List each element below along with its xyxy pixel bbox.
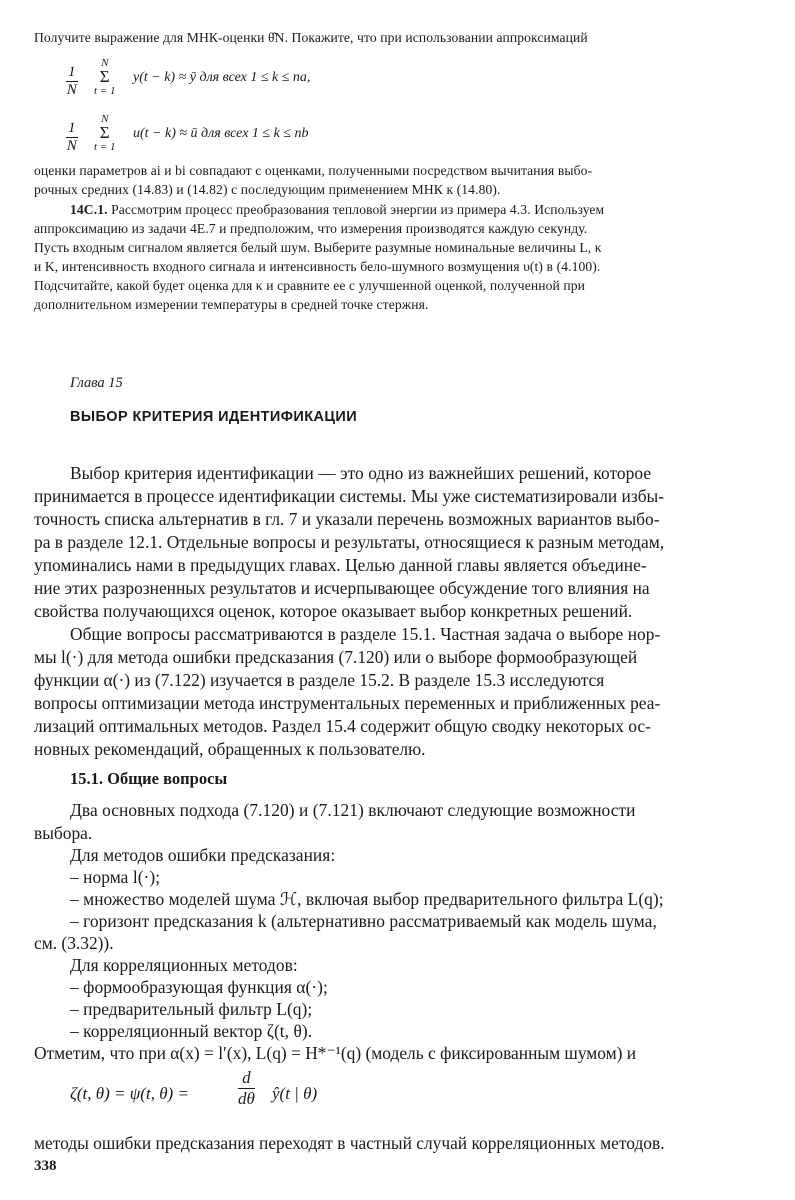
paragraph-line: Выбор критерия идентификации — это одно из важнейших решений, которое (70, 463, 652, 483)
exercise-label: 14C.1. (70, 202, 108, 217)
paragraph-line: точность списка альтернатив в гл. 7 и указали перечень возможных вариантов выбо- (34, 509, 660, 529)
exercise-line: оценки параметров ai и bi совпадают с оценками, полученными посредством вычитания выбо- (34, 163, 593, 178)
derivative-fraction: $\frac{d}{d\theta}$ (238, 1068, 255, 1108)
fraction-1-over-n: $\frac{1}{N}$ (66, 64, 77, 98)
equation-y: y(t − k) ≈ ȳ для всех 1 ≤ k ≤ na, (133, 70, 311, 85)
paragraph-line: ра в разделе 12.1. Отдельные вопросы и результаты, относящиеся к разным методам, (34, 532, 665, 552)
formula-left: ζ(t, θ) = ψ(t, θ) = (70, 1084, 189, 1103)
exercise-14c1-line: 14C.1. Рассмотрим процесс преобразования тепловой энергии из примера 4.3. Используем (70, 202, 605, 217)
paragraph-line: свойства получающихся оценок, которое оказывает выбор конкретных решений. (34, 601, 633, 621)
paragraph-line: упоминались нами в предыдущих главах. Целью данной главы является объедине- (34, 555, 647, 575)
list-heading: Для корреляционных методов: (70, 955, 298, 975)
paragraph-line: методы ошибки предсказания переходят в частный случай корреляционных методов. (34, 1133, 665, 1153)
exercise-line: Получите выражение для МНК-оценки θ̂N. Покажите, что при использовании аппроксимаций (34, 30, 588, 45)
page-number: 338 (34, 1158, 57, 1174)
list-item: – норма l(·); (70, 867, 161, 887)
chapter-title: ВЫБОР КРИТЕРИЯ ИДЕНТИФИКАЦИИ (70, 409, 358, 425)
paragraph-line: вопросы оптимизации метода инструментальных переменных и приближенных реа- (34, 693, 661, 713)
formula-right: ŷ(t | θ) (272, 1084, 318, 1103)
exercise-14c1-line: Подсчитайте, какой будет оценка для κ и сравните ее с улучшенной оценкой, полученной при (34, 278, 586, 293)
exercise-14c1-line: Пусть входным сигналом является белый шум. Выберите разумные номинальные величины L, κ (34, 240, 602, 255)
sum-symbol: N Σ t = 1 (94, 57, 116, 97)
list-item: – предварительный фильтр L(q); (70, 999, 313, 1019)
list-item: – формообразующая функция α(·); (70, 977, 328, 997)
exercise-14c1-line: дополнительном измерении температуры в средней точке стержня. (34, 297, 429, 312)
list-item: – множество моделей шума ℋ, включая выбор предварительного фильтра L(q); (70, 889, 664, 909)
list-heading: Для методов ошибки предсказания: (70, 845, 336, 865)
paragraph-line: выбора. (34, 823, 93, 843)
equation-u: u(t − k) ≈ ū для всех 1 ≤ k ≤ nb (133, 126, 309, 141)
exercise-14c1-line: и K, интенсивность входного сигнала и интенсивность бело-шумного возмущения υ(t) в (4.100). (34, 259, 601, 274)
paragraph-line: Отметим, что при α(x) = l′(x), L(q) = H*⁻¹(q) (модель с фиксированным шумом) и (34, 1043, 637, 1063)
list-item: – корреляционный вектор ζ(t, θ). (70, 1021, 313, 1041)
sum-symbol: N Σ t = 1 (94, 113, 116, 153)
paragraph-line: Общие вопросы рассматриваются в разделе 15.1. Частная задача о выборе нор- (70, 624, 661, 644)
section-title: 15.1. Общие вопросы (70, 769, 228, 788)
paragraph-line: принимается в процессе идентификации системы. Мы уже систематизировали избы- (34, 486, 665, 506)
paragraph-line: ние этих разрозненных результатов и исчерпывающее обсуждение того влияния на (34, 578, 650, 598)
chapter-label: Глава 15 (70, 375, 123, 391)
list-item-continuation: см. (3.32)). (34, 933, 114, 953)
list-item: – горизонт предсказания k (альтернативно рассматриваемый как модель шума, (70, 911, 657, 931)
paragraph-line: мы l(·) для метода ошибки предсказания (7.120) или о выборе формообразующей (34, 647, 638, 667)
fraction-1-over-n: $\frac{1}{N}$ (66, 120, 77, 154)
paragraph-line: новных рекомендаций, обращенных к пользователю. (34, 739, 426, 759)
paragraph-line: лизаций оптимальных методов. Раздел 15.4 содержит общую сводку некоторых ос- (34, 716, 651, 736)
paragraph-line: функции α(·) из (7.122) изучается в разделе 15.2. В разделе 15.3 исследуются (34, 670, 605, 690)
exercise-line: рочных средних (14.83) и (14.82) с последующим применением МНК к (14.80). (34, 182, 501, 197)
exercise-14c1-line: аппроксимацию из задачи 4E.7 и предположим, что измерения производятся каждую секунду. (34, 221, 588, 236)
paragraph-line: Два основных подхода (7.120) и (7.121) включают следующие возможности (70, 800, 636, 820)
